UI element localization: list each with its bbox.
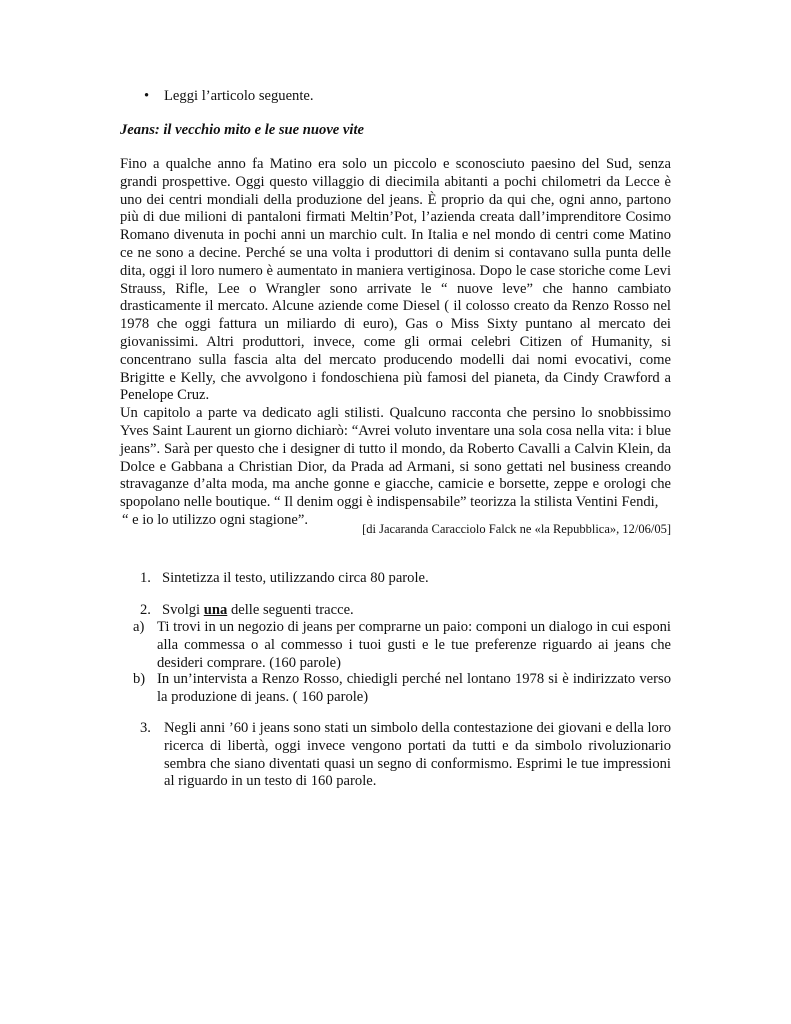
article-paragraph-2 — [120, 405, 671, 530]
option-line: alla commessa o al commesso i tuoi gusti e le tue preferenze riguardo ai jeans che — [157, 636, 671, 653]
task-number: 3. — [140, 720, 151, 736]
text-line: spopolano nelle boutique. “ Il denim oggi è indispensabile” teorizza la stilista Ventini Fendi, — [120, 494, 659, 511]
text-line: Dolce e Gabbana a Christian Dior, da Prada ad Armani, si sono gettati nel business creando — [120, 458, 671, 475]
task-text-pre: Svolgi — [162, 602, 204, 618]
option-label: a) — [133, 619, 145, 635]
option-line: Ti trovi in un negozio di jeans per comprarne un paio: componi un dialogo in cui esponi — [157, 619, 671, 635]
article-body — [120, 156, 671, 530]
task-text: Sintetizza il testo, utilizzando circa 80 parole. — [162, 570, 429, 586]
text-line: più di due milioni di pantaloni firmati Meltin’Pot, l’azienda creata dall’imprenditore Cosimo — [120, 209, 671, 226]
text-line: jeans”. Sarà per questo che i designer di tutto il mondo, da Roberto Cavalli a Calvin Klein, da — [120, 440, 671, 457]
article-citation: [di Jacaranda Caracciolo Falck ne «la Repubblica», 12/06/05] — [362, 522, 671, 536]
task-emphasis: una — [203, 602, 228, 618]
option-line: In un’intervista a Renzo Rosso, chiedigli perché nel lontano 1978 si è indirizzato verso — [157, 671, 671, 687]
text-line: Brigitte e Kelly, che avvolgono i fondoschiena più famosi del pianeta, da Cindy Crawford a — [120, 369, 671, 386]
option-label: b) — [133, 671, 146, 687]
instruction-bullet — [144, 88, 314, 106]
instruction-text: Leggi l’articolo seguente. — [164, 88, 314, 104]
task-number: 1. — [140, 570, 151, 586]
task-line: sembra che siano diventati quasi un segno di conformismo. Esprimi le tue impressioni — [164, 755, 671, 772]
task-line: ricerca di libertà, oggi invece vengono portati da tutti e da simbolo rivoluzionario — [164, 737, 671, 754]
task-text-post: delle seguenti tracce. — [227, 602, 354, 618]
article-title: Jeans: il vecchio mito e le sue nuove vite — [120, 122, 364, 138]
task-2-option-b — [133, 671, 671, 707]
text-line: grandi prospettive. Oggi questo villaggio di diecimila abitanti a pochi chilometri da Lecce è — [120, 173, 671, 190]
text-line: Penelope Cruz. — [120, 387, 210, 404]
text-line: Strauss, Rifle, Lee o Wrangler sono arrivate le “ nuove leve” che hanno cambiato — [120, 280, 671, 297]
text-line: stravaganze d’alta moda, ma anche gonne e giacche, camicie e borsette, zeppe e orologi che — [120, 476, 671, 493]
task-number: 2. — [140, 602, 151, 618]
text-line: 1978 che oggi fattura un miliardo di euro), Gas o Miss Sixty puntano al mercato dei — [120, 316, 671, 333]
text-line: concentrano sulla fascia alta del mercato producendo modelli dai nomi evocativi, come — [120, 351, 671, 368]
text-line: dita, oggi il loro numero è aumentato in maniera vertiginosa. Dopo le case storiche come Levi — [120, 262, 671, 279]
text-line: Romano divenuta in pochi anni un marchio cult. In Italia e nel mondo di centri come Matino — [120, 227, 671, 244]
text-line: Yves Saint Laurent un giorno dichiarò: “Avrei voluto inventare una sola cosa nella vita: i blue — [120, 422, 671, 439]
task-2-option-a — [133, 619, 671, 672]
bullet-icon: • — [144, 88, 150, 104]
text-line: drasticamente il mercato. Alcune aziende come Diesel ( il colosso creato da Renzo Rosso nel — [120, 298, 671, 315]
text-line: Fino a qualche anno fa Matino era solo un piccolo e sconosciuto paesino del Sud, senza — [120, 156, 671, 172]
text-line: giovanissimi. Altri produttori, invece, come gli ormai celebri Citizen of Humanity, si — [120, 333, 671, 350]
task-3 — [140, 720, 671, 791]
task-1 — [140, 570, 429, 588]
text-line: uno dei centri mondiali della produzione del jeans. È proprio da qui che, ogni anno, partono — [120, 191, 671, 208]
task-line: al riguardo in un testo di 160 parole. — [164, 773, 377, 790]
text-line: ce ne sono a decine. Perché se una volta i produttori di denim si contavano sulla punta delle — [120, 244, 671, 261]
text-line: Un capitolo a parte va dedicato agli stilisti. Qualcuno racconta che persino lo snobbissimo — [120, 405, 671, 422]
option-line: desideri comprare. (160 parole) — [157, 654, 341, 671]
task-line: Negli anni ’60 i jeans sono stati un simbolo della contestazione dei giovani e della loro — [164, 720, 672, 736]
article-paragraph-1 — [120, 156, 671, 405]
task-2 — [140, 602, 354, 620]
option-line: la produzione di jeans. ( 160 parole) — [157, 688, 369, 705]
quote-end-line: “ e io lo utilizzo ogni stagione”. — [122, 511, 309, 528]
